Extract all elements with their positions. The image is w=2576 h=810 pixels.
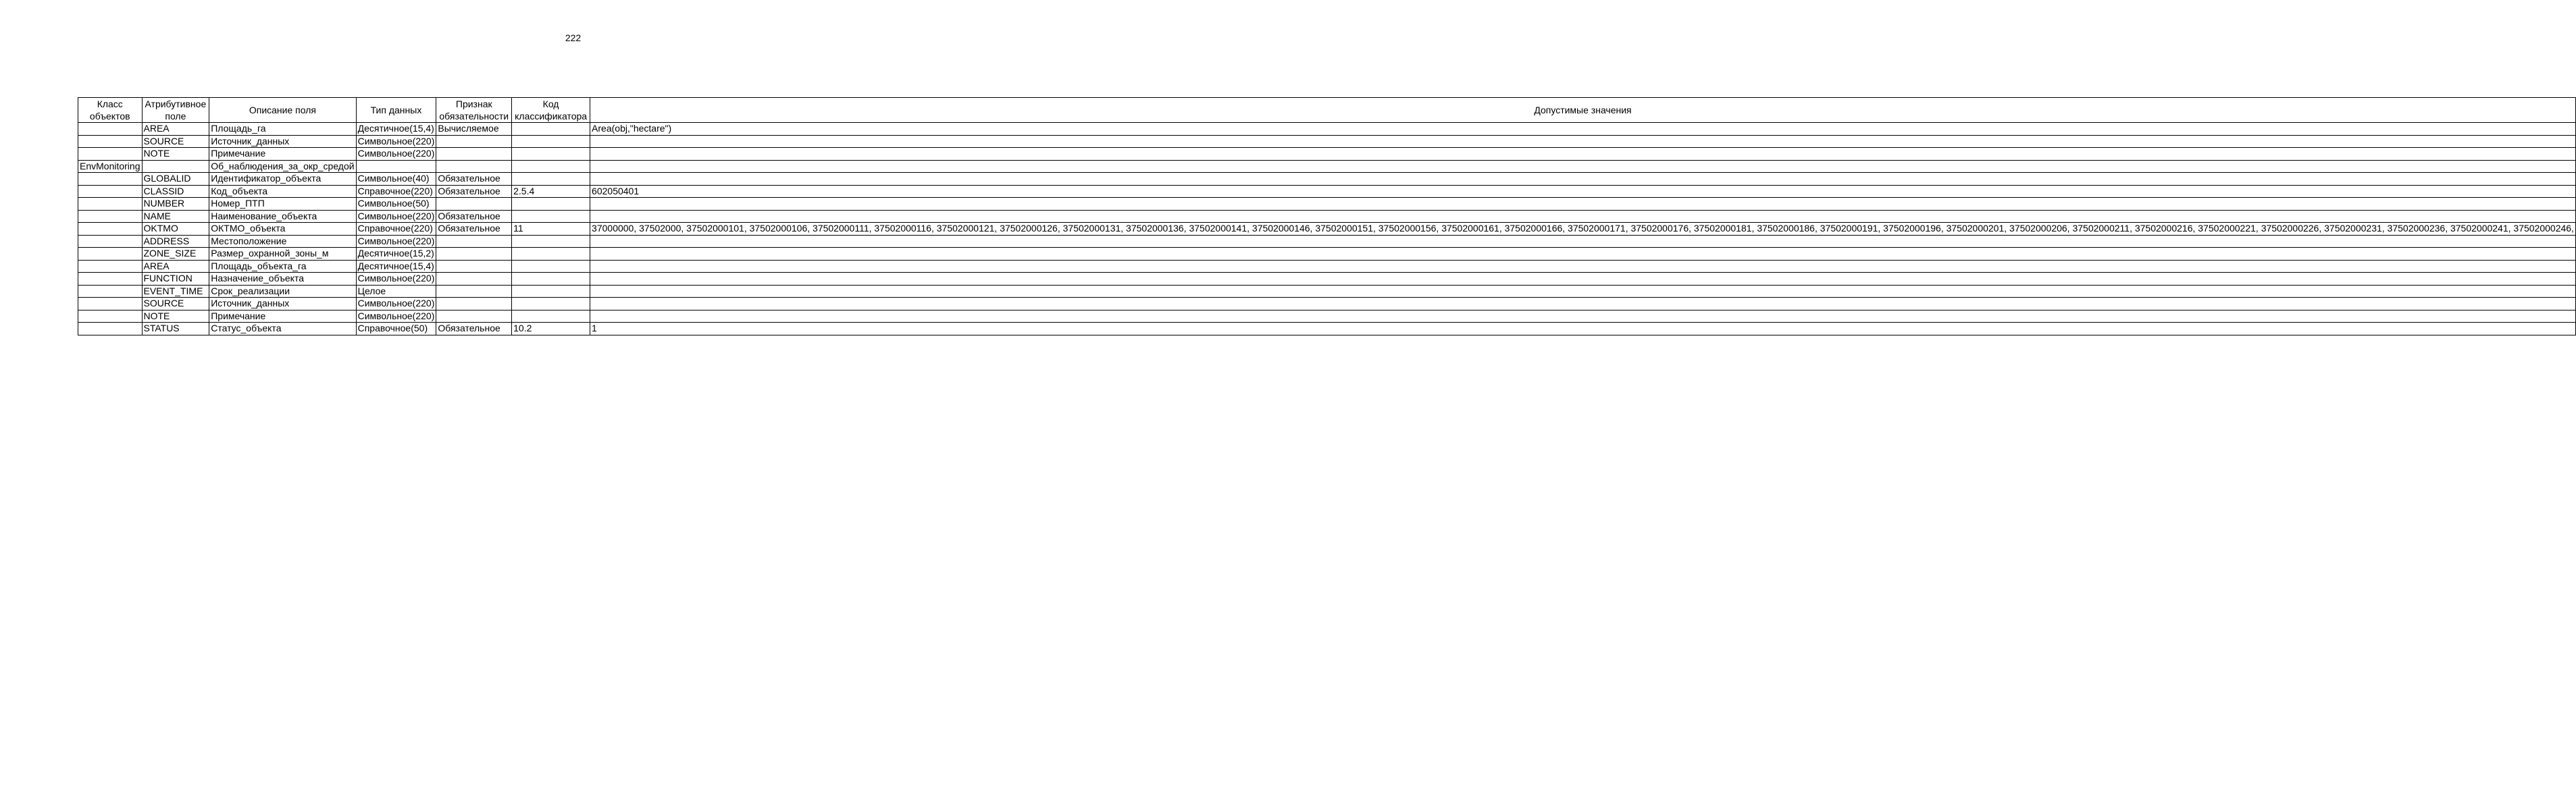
cell-object-class: [78, 135, 143, 148]
cell-object-class: [78, 210, 143, 223]
page-number: 222: [565, 32, 582, 43]
table-row: [78, 235, 2576, 248]
cell-allowed-values: [590, 248, 2576, 261]
table-row: [78, 223, 2576, 236]
cell-data-type: Символьное(220): [356, 148, 436, 161]
cell-classifier-code: [512, 285, 590, 298]
cell-required-flag: Обязательное: [436, 223, 512, 236]
cell-data-type: Символьное(220): [356, 298, 436, 310]
table-row: [78, 210, 2576, 223]
header-object-class: Класс объектов: [78, 98, 143, 123]
cell-allowed-values: [590, 273, 2576, 286]
cell-data-type: Символьное(220): [356, 210, 436, 223]
cell-required-flag: [436, 298, 512, 310]
cell-object-class: [78, 260, 143, 273]
table-row: [78, 273, 2576, 286]
table-row: [78, 260, 2576, 273]
cell-allowed-values: [590, 210, 2576, 223]
cell-attribute-field: NOTE: [142, 148, 209, 161]
cell-attribute-field: FUNCTION: [142, 273, 209, 286]
cell-allowed-values: [590, 198, 2576, 211]
cell-attribute-field: OKTMO: [142, 223, 209, 236]
cell-allowed-values: [590, 160, 2576, 173]
cell-data-type: Справочное(50): [356, 323, 436, 335]
table-row: [78, 135, 2576, 148]
header-data-type: Тип данных: [356, 98, 436, 123]
table-row: [78, 160, 2576, 173]
table-row: [78, 323, 2576, 335]
cell-field-description: Площадь_объекта_га: [209, 260, 356, 273]
cell-data-type: Целое: [356, 285, 436, 298]
cell-data-type: [356, 160, 436, 173]
header-attribute-field: Атрибутивное поле: [142, 98, 209, 123]
cell-field-description: Назначение_объекта: [209, 273, 356, 286]
cell-attribute-field: NOTE: [142, 310, 209, 323]
cell-object-class: EnvMonitoring: [78, 160, 143, 173]
cell-data-type: Десятичное(15,2): [356, 248, 436, 261]
cell-attribute-field: EVENT_TIME: [142, 285, 209, 298]
cell-required-flag: [436, 260, 512, 273]
table-row: [78, 248, 2576, 261]
attribute-table: [78, 97, 2576, 335]
cell-attribute-field: SOURCE: [142, 135, 209, 148]
cell-field-description: Идентификатор_объекта: [209, 173, 356, 186]
cell-allowed-values: [590, 235, 2576, 248]
cell-attribute-field: AREA: [142, 123, 209, 136]
cell-object-class: [78, 148, 143, 161]
header-field-description: Описание поля: [209, 98, 356, 123]
cell-field-description: ОКТМО_объекта: [209, 223, 356, 236]
table-row: [78, 123, 2576, 136]
cell-data-type: Символьное(220): [356, 273, 436, 286]
cell-classifier-code: 11: [512, 223, 590, 236]
header-allowed-values: Допустимые значения: [590, 98, 2576, 123]
cell-required-flag: [436, 248, 512, 261]
cell-object-class: [78, 198, 143, 211]
cell-object-class: [78, 323, 143, 335]
cell-allowed-values: [590, 285, 2576, 298]
table-row: [78, 185, 2576, 198]
cell-allowed-values: 602050401: [590, 185, 2576, 198]
cell-allowed-values: [590, 173, 2576, 186]
cell-classifier-code: 2.5.4: [512, 185, 590, 198]
cell-required-flag: Обязательное: [436, 173, 512, 186]
cell-field-description: Площадь_га: [209, 123, 356, 136]
cell-object-class: [78, 310, 143, 323]
cell-object-class: [78, 123, 143, 136]
cell-classifier-code: [512, 173, 590, 186]
table-row: [78, 173, 2576, 186]
cell-classifier-code: [512, 260, 590, 273]
cell-field-description: Источник_данных: [209, 135, 356, 148]
header-required-flag: Признак обязательности: [436, 98, 512, 123]
table-row: [78, 285, 2576, 298]
cell-data-type: Десятичное(15,4): [356, 260, 436, 273]
cell-object-class: [78, 185, 143, 198]
cell-data-type: Символьное(50): [356, 198, 436, 211]
cell-classifier-code: [512, 310, 590, 323]
cell-classifier-code: 10.2: [512, 323, 590, 335]
cell-field-description: Местоположение: [209, 235, 356, 248]
cell-field-description: Источник_данных: [209, 298, 356, 310]
cell-attribute-field: CLASSID: [142, 185, 209, 198]
cell-field-description: Об_наблюдения_за_окр_средой: [209, 160, 356, 173]
cell-required-flag: [436, 148, 512, 161]
cell-attribute-field: ADDRESS: [142, 235, 209, 248]
table-row: [78, 298, 2576, 310]
cell-required-flag: [436, 285, 512, 298]
cell-required-flag: [436, 135, 512, 148]
cell-attribute-field: [142, 160, 209, 173]
cell-classifier-code: [512, 135, 590, 148]
cell-attribute-field: ZONE_SIZE: [142, 248, 209, 261]
cell-attribute-field: STATUS: [142, 323, 209, 335]
cell-field-description: Код_объекта: [209, 185, 356, 198]
cell-object-class: [78, 235, 143, 248]
cell-data-type: Символьное(220): [356, 235, 436, 248]
cell-field-description: Примечание: [209, 148, 356, 161]
cell-object-class: [78, 248, 143, 261]
cell-object-class: [78, 298, 143, 310]
cell-required-flag: Вычисляемое: [436, 123, 512, 136]
cell-attribute-field: AREA: [142, 260, 209, 273]
cell-classifier-code: [512, 210, 590, 223]
cell-data-type: Справочное(220): [356, 185, 436, 198]
cell-classifier-code: [512, 148, 590, 161]
cell-data-type: Справочное(220): [356, 223, 436, 236]
cell-field-description: Номер_ПТП: [209, 198, 356, 211]
cell-classifier-code: [512, 248, 590, 261]
cell-object-class: [78, 173, 143, 186]
cell-classifier-code: [512, 298, 590, 310]
cell-required-flag: Обязательное: [436, 323, 512, 335]
table-row: [78, 148, 2576, 161]
cell-allowed-values: Area(obj,"hectare"): [590, 123, 2576, 136]
cell-required-flag: Обязательное: [436, 185, 512, 198]
cell-allowed-values: [590, 260, 2576, 273]
table-row: [78, 310, 2576, 323]
cell-allowed-values: 1: [590, 323, 2576, 335]
cell-classifier-code: [512, 235, 590, 248]
cell-allowed-values: [590, 310, 2576, 323]
cell-field-description: Примечание: [209, 310, 356, 323]
cell-attribute-field: SOURCE: [142, 298, 209, 310]
cell-required-flag: [436, 273, 512, 286]
cell-object-class: [78, 223, 143, 236]
cell-required-flag: [436, 235, 512, 248]
cell-data-type: Символьное(40): [356, 173, 436, 186]
cell-classifier-code: [512, 160, 590, 173]
cell-data-type: Символьное(220): [356, 310, 436, 323]
cell-required-flag: [436, 160, 512, 173]
cell-attribute-field: NAME: [142, 210, 209, 223]
cell-required-flag: Обязательное: [436, 210, 512, 223]
cell-object-class: [78, 285, 143, 298]
cell-field-description: Размер_охранной_зоны_м: [209, 248, 356, 261]
cell-allowed-values: 37000000, 37502000, 37502000101, 37502000106, 37502000111, 37502000116, 37502000121, 37502000126, 37502000131, 37502000136, 37502000141, 37502000146, 37502000151, 37502000156, 37502000161, 37502000166, 37502000171, 37502000176, 37502000181, 37502000186, 37502000191, 37502000196, 37502000201, 37502000206, 37502000211, 37502000216, 37502000221, 37502000226, 37502000231, 37502000236, 37502000241, 37502000246,: [590, 223, 2576, 236]
cell-classifier-code: [512, 198, 590, 211]
cell-object-class: [78, 273, 143, 286]
cell-field-description: Срок_реализации: [209, 285, 356, 298]
cell-field-description: Наименование_объекта: [209, 210, 356, 223]
table-header-row: [78, 98, 2576, 123]
cell-attribute-field: GLOBALID: [142, 173, 209, 186]
table-row: [78, 198, 2576, 211]
header-classifier-code: Код классификатора: [512, 98, 590, 123]
cell-field-description: Статус_объекта: [209, 323, 356, 335]
cell-attribute-field: NUMBER: [142, 198, 209, 211]
cell-classifier-code: [512, 273, 590, 286]
cell-required-flag: [436, 198, 512, 211]
cell-classifier-code: [512, 123, 590, 136]
table-body: [78, 123, 2576, 335]
cell-allowed-values: [590, 298, 2576, 310]
cell-data-type: Символьное(220): [356, 135, 436, 148]
cell-allowed-values: [590, 135, 2576, 148]
cell-allowed-values: [590, 148, 2576, 161]
cell-data-type: Десятичное(15,4): [356, 123, 436, 136]
cell-required-flag: [436, 310, 512, 323]
